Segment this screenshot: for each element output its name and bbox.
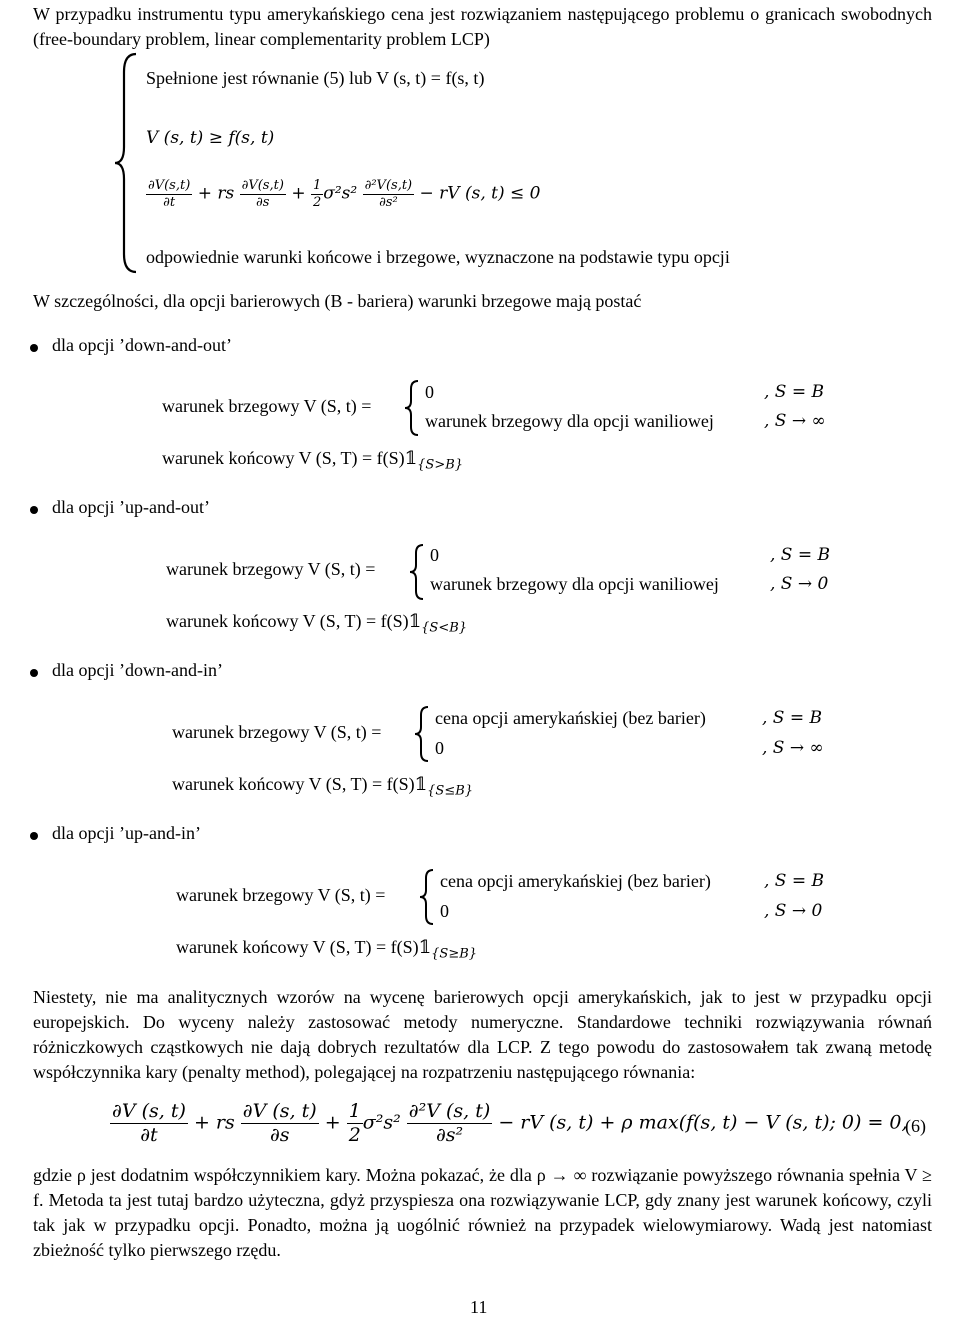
option-title: dla opcji ’up-and-out’ (52, 497, 210, 517)
case-brace (408, 543, 426, 607)
boundary-label: warunek brzegowy V (S, t) = (166, 559, 376, 579)
case1-value: cena opcji amerykańskiej (bez barier) (440, 871, 711, 891)
case2-condition: , S → 0 (770, 574, 829, 594)
bullet (30, 669, 38, 677)
bullet (30, 344, 38, 352)
case2-condition: , S → ∞ (764, 411, 826, 431)
boundary-label: warunek brzegowy V (S, t) = (162, 396, 372, 416)
case2-condition: , S → ∞ (762, 738, 824, 758)
bullet (30, 506, 38, 514)
equation-number: (6) (905, 1116, 926, 1136)
case1-value: cena opcji amerykańskiej (bez barier) (435, 708, 706, 728)
terminal-condition: warunek końcowy V (S, $T) = f(S)𝟙_{\{S\le B\}}$ (172, 774, 474, 799)
case1-condition: , S = B (764, 871, 824, 891)
equation-6: $\frac{\partial V (s, t)}{\partial t}$ + rs $\frac{\partial V (s, t)}{\partial s}$ + $\frac{1}{2}$ σ²s² $\frac{\text{∂²V (s, t)}}{\text{∂s²}}$ − rV (s, t) + ρ max(f(s, t) − V (s, t); 0) = 0, (112, 1100, 908, 1146)
barrier-intro: W szczególności, dla opcji barierowych (B - bariera) warunki brzegowe mają postać (33, 291, 642, 311)
case2-value: 0 (435, 738, 444, 758)
case-brace (403, 379, 421, 443)
bullet (30, 832, 38, 840)
page-number: 11 (470, 1297, 488, 1317)
intro-paragraph: W przypadku instrumentu typu amerykańskiego cena jest rozwiązaniem następującego problemu o granicach swobodnych (free-boundary problem, linear complementarity problem LCP) (33, 4, 932, 49)
case1-condition: , S = B (770, 545, 830, 565)
case1-condition: , S = B (764, 382, 824, 402)
lcp-line-4: odpowiednie warunki końcowe i brzegowe, wyznaczone na podstawie typu opcji (146, 247, 730, 267)
lcp-brace (112, 52, 140, 280)
case2-value: 0 (440, 901, 449, 921)
terminal-condition: warunek końcowy V (S, $T) = f(S)𝟙_{\{S>B\}}$ (162, 448, 464, 473)
lcp-line-1: Spełnione jest równanie (5) lub V (s, t) = f(s, t) (146, 68, 485, 88)
case1-condition: , S = B (762, 708, 822, 728)
option-title: dla opcji ’down-and-in’ (52, 660, 223, 680)
case2-value: warunek brzegowy dla opcji waniliowej (430, 574, 719, 594)
option-title: dla opcji ’down-and-out’ (52, 335, 232, 355)
conclusion-paragraph: gdzie ρ jest dodatnim współczynnikiem kary. Można pokazać, że dla ρ → ∞ rozwiązanie powyższego równania spełnia V ≥ f. Metoda ta jest tutaj bardzo użyteczna, gdyż przyspiesza ona rozwiązywanie LCP, gdy znany jest warunek końcowy, czyli tak jak w przypadku opcji. Ponadto, można ją uogólnić również na przypadek wielowymiarowy. Wadą jest natomiast zbieżność tylko pierwszego rzędu. (33, 1165, 932, 1260)
boundary-label: warunek brzegowy V (S, t) = (176, 885, 386, 905)
case1-value: 0 (430, 545, 439, 565)
case2-value: warunek brzegowy dla opcji waniliowej (425, 411, 714, 431)
case1-value: 0 (425, 382, 434, 402)
lcp-line-2: V (s, t) ≥ f(s, t) (146, 128, 275, 148)
case2-condition: , S → 0 (764, 901, 823, 921)
terminal-condition: warunek końcowy V (S, $T) = f(S)𝟙_{\{S<B\}}$ (166, 611, 468, 636)
terminal-condition: warunek końcowy V (S, $T) = f(S)𝟙_{\{S\ge B\}}$ (176, 937, 478, 962)
lcp-line-3: $\frac{\partial V(s,t)}{\partial t}$ + rs $\frac{\partial V(s,t)}{\partial s}$ + $\frac{1}{2}$ σ²s² $\frac{\text{∂²V(s,t)}}{\text{∂s²}}$ − rV (s, t) ≤ 0 (148, 178, 541, 210)
penalty-paragraph: Niestety, nie ma analitycznych wzorów na wycenę barierowych opcji amerykańskich, jak to jest w przypadku opcji europejskich. Do wyceny należy zastosować metody numeryczne. Standardowe techniki rozwiązywania równań różniczkowych cząstkowych nie dają dobrych rezultatów dla LCP. Z tego powodu do zastosowałem tak zwaną metodę współczynnika kary (penalty method), polegającej na rozpatrzeniu następującego równania: (33, 987, 932, 1082)
boundary-label: warunek brzegowy V (S, t) = (172, 722, 382, 742)
option-title: dla opcji ’up-and-in’ (52, 823, 201, 843)
case-brace (413, 705, 431, 769)
case-brace (418, 868, 436, 932)
